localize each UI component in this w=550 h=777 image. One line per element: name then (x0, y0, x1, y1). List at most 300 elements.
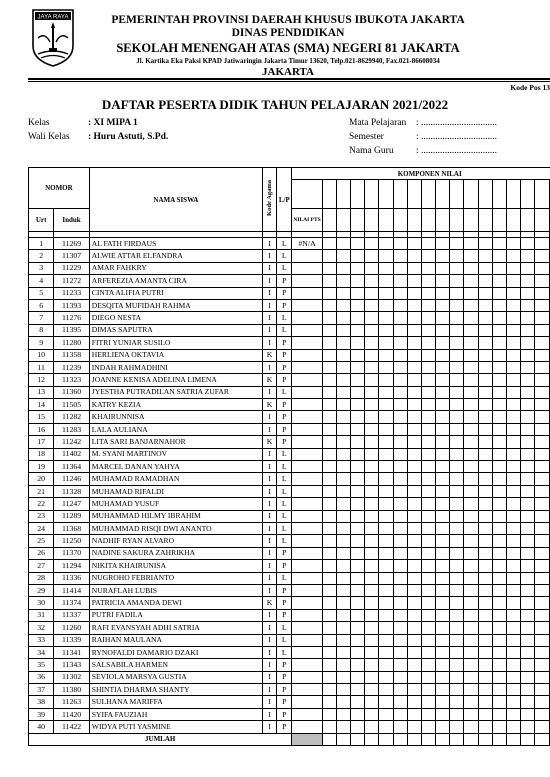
grade-cell[interactable] (450, 361, 464, 373)
grade-cell[interactable] (478, 560, 492, 572)
grade-cell[interactable] (336, 349, 350, 361)
grade-cell[interactable] (365, 522, 379, 534)
nilai-pts-cell[interactable] (292, 324, 322, 336)
grade-cell[interactable] (407, 448, 421, 460)
grade-cell[interactable] (478, 498, 492, 510)
grade-cell[interactable] (464, 646, 478, 658)
grade-cell[interactable] (365, 436, 379, 448)
grade-cell[interactable] (351, 299, 365, 311)
grade-cell[interactable] (492, 560, 506, 572)
grade-cell[interactable] (336, 634, 350, 646)
grade-cell[interactable] (450, 473, 464, 485)
grade-cell[interactable] (351, 634, 365, 646)
grade-cell[interactable] (464, 634, 478, 646)
grade-cell[interactable] (521, 299, 535, 311)
nilai-pts-cell[interactable] (292, 622, 322, 634)
grade-cell[interactable] (492, 448, 506, 460)
grade-cell[interactable] (436, 299, 450, 311)
grade-cell[interactable] (393, 275, 407, 287)
grade-cell[interactable] (407, 498, 421, 510)
grade-cell[interactable] (436, 337, 450, 349)
grade-cell[interactable] (351, 436, 365, 448)
nilai-pts-cell[interactable] (292, 522, 322, 534)
grade-cell[interactable] (407, 597, 421, 609)
grade-cell[interactable] (421, 250, 435, 262)
grade-cell[interactable] (478, 721, 492, 733)
grade-cell[interactable] (535, 374, 549, 386)
grade-cell[interactable] (478, 386, 492, 398)
grade-cell[interactable] (322, 646, 336, 658)
grade-cell[interactable] (336, 572, 350, 584)
grade-cell[interactable] (535, 485, 549, 497)
grade-cell[interactable] (336, 498, 350, 510)
grade-cell[interactable] (492, 250, 506, 262)
grade-cell[interactable] (379, 708, 393, 720)
grade-cell[interactable] (351, 423, 365, 435)
grade-cell[interactable] (379, 498, 393, 510)
grade-cell[interactable] (436, 671, 450, 683)
grade-cell[interactable] (407, 275, 421, 287)
grade-cell[interactable] (464, 597, 478, 609)
grade-cell[interactable] (492, 597, 506, 609)
grade-cell[interactable] (478, 609, 492, 621)
grade-cell[interactable] (421, 684, 435, 696)
grade-cell[interactable] (464, 312, 478, 324)
grade-cell[interactable] (478, 312, 492, 324)
grade-cell[interactable] (436, 411, 450, 423)
grade-cell[interactable] (521, 659, 535, 671)
grade-cell[interactable] (521, 386, 535, 398)
grade-cell[interactable] (393, 374, 407, 386)
grade-cell[interactable] (421, 659, 435, 671)
nilai-pts-cell[interactable] (292, 361, 322, 373)
grade-cell[interactable] (521, 275, 535, 287)
grade-cell[interactable] (535, 411, 549, 423)
grade-cell[interactable] (521, 423, 535, 435)
grade-cell[interactable] (436, 560, 450, 572)
grade-cell[interactable] (336, 510, 350, 522)
grade-cell[interactable] (492, 572, 506, 584)
grade-cell[interactable] (407, 238, 421, 250)
grade-cell[interactable] (436, 361, 450, 373)
grade-cell[interactable] (351, 572, 365, 584)
grade-cell[interactable] (407, 572, 421, 584)
grade-cell[interactable] (421, 448, 435, 460)
grade-cell[interactable] (379, 399, 393, 411)
grade-cell[interactable] (379, 423, 393, 435)
grade-cell[interactable] (464, 349, 478, 361)
grade-cell[interactable] (351, 473, 365, 485)
grade-cell[interactable] (421, 547, 435, 559)
grade-cell[interactable] (450, 324, 464, 336)
grade-cell[interactable] (464, 609, 478, 621)
grade-cell[interactable] (450, 349, 464, 361)
grade-cell[interactable] (507, 560, 521, 572)
grade-cell[interactable] (351, 659, 365, 671)
grade-cell[interactable] (535, 361, 549, 373)
grade-cell[interactable] (492, 312, 506, 324)
grade-cell[interactable] (450, 646, 464, 658)
grade-cell[interactable] (478, 448, 492, 460)
nilai-pts-cell[interactable] (292, 262, 322, 274)
grade-cell[interactable] (393, 510, 407, 522)
grade-cell[interactable] (393, 535, 407, 547)
grade-cell[interactable] (421, 498, 435, 510)
grade-cell[interactable] (436, 436, 450, 448)
grade-cell[interactable] (492, 436, 506, 448)
grade-cell[interactable] (351, 498, 365, 510)
grade-cell[interactable] (407, 535, 421, 547)
grade-cell[interactable] (478, 299, 492, 311)
grade-cell[interactable] (535, 461, 549, 473)
grade-cell[interactable] (507, 386, 521, 398)
grade-cell[interactable] (436, 721, 450, 733)
grade-cell[interactable] (478, 361, 492, 373)
grade-cell[interactable] (507, 423, 521, 435)
grade-cell[interactable] (478, 622, 492, 634)
grade-cell[interactable] (535, 597, 549, 609)
grade-cell[interactable] (393, 622, 407, 634)
grade-cell[interactable] (393, 448, 407, 460)
grade-cell[interactable] (436, 461, 450, 473)
grade-cell[interactable] (407, 584, 421, 596)
grade-cell[interactable] (336, 262, 350, 274)
grade-cell[interactable] (535, 547, 549, 559)
grade-cell[interactable] (464, 238, 478, 250)
grade-cell[interactable] (322, 337, 336, 349)
grade-cell[interactable] (464, 299, 478, 311)
grade-cell[interactable] (492, 485, 506, 497)
grade-cell[interactable] (365, 659, 379, 671)
grade-cell[interactable] (464, 423, 478, 435)
grade-cell[interactable] (450, 337, 464, 349)
grade-cell[interactable] (521, 399, 535, 411)
grade-cell[interactable] (365, 721, 379, 733)
grade-cell[interactable] (478, 250, 492, 262)
grade-cell[interactable] (436, 238, 450, 250)
grade-cell[interactable] (393, 609, 407, 621)
grade-cell[interactable] (421, 634, 435, 646)
nilai-pts-cell[interactable] (292, 547, 322, 559)
nilai-pts-cell[interactable] (292, 461, 322, 473)
grade-cell[interactable] (365, 684, 379, 696)
grade-cell[interactable] (365, 560, 379, 572)
grade-cell[interactable] (393, 299, 407, 311)
grade-cell[interactable] (379, 238, 393, 250)
grade-cell[interactable] (393, 696, 407, 708)
nilai-pts-cell[interactable] (292, 275, 322, 287)
grade-cell[interactable] (450, 634, 464, 646)
grade-cell[interactable] (351, 312, 365, 324)
grade-cell[interactable] (436, 522, 450, 534)
grade-cell[interactable] (521, 461, 535, 473)
grade-cell[interactable] (464, 287, 478, 299)
grade-cell[interactable] (322, 423, 336, 435)
grade-cell[interactable] (521, 238, 535, 250)
grade-cell[interactable] (492, 473, 506, 485)
grade-cell[interactable] (450, 671, 464, 683)
grade-cell[interactable] (464, 250, 478, 262)
grade-cell[interactable] (436, 349, 450, 361)
grade-cell[interactable] (492, 622, 506, 634)
grade-cell[interactable] (478, 634, 492, 646)
grade-cell[interactable] (450, 522, 464, 534)
grade-cell[interactable] (492, 510, 506, 522)
grade-cell[interactable] (492, 659, 506, 671)
grade-cell[interactable] (322, 510, 336, 522)
grade-cell[interactable] (421, 399, 435, 411)
grade-cell[interactable] (322, 584, 336, 596)
grade-cell[interactable] (464, 622, 478, 634)
grade-cell[interactable] (336, 238, 350, 250)
grade-cell[interactable] (507, 374, 521, 386)
grade-cell[interactable] (351, 238, 365, 250)
grade-cell[interactable] (535, 386, 549, 398)
grade-cell[interactable] (407, 299, 421, 311)
grade-cell[interactable] (421, 423, 435, 435)
grade-cell[interactable] (393, 708, 407, 720)
grade-cell[interactable] (365, 324, 379, 336)
grade-cell[interactable] (322, 560, 336, 572)
grade-cell[interactable] (322, 721, 336, 733)
grade-cell[interactable] (464, 560, 478, 572)
nilai-pts-cell[interactable] (292, 337, 322, 349)
grade-cell[interactable] (351, 262, 365, 274)
grade-cell[interactable] (336, 485, 350, 497)
grade-cell[interactable] (492, 423, 506, 435)
grade-cell[interactable] (407, 349, 421, 361)
grade-cell[interactable] (365, 349, 379, 361)
grade-cell[interactable] (464, 535, 478, 547)
grade-cell[interactable] (322, 250, 336, 262)
nilai-pts-cell[interactable] (292, 510, 322, 522)
grade-cell[interactable] (322, 684, 336, 696)
grade-cell[interactable] (535, 634, 549, 646)
grade-cell[interactable] (436, 659, 450, 671)
grade-cell[interactable] (365, 634, 379, 646)
grade-cell[interactable] (379, 721, 393, 733)
grade-cell[interactable] (351, 448, 365, 460)
grade-cell[interactable] (492, 386, 506, 398)
grade-cell[interactable] (535, 671, 549, 683)
grade-cell[interactable] (436, 609, 450, 621)
grade-cell[interactable] (322, 671, 336, 683)
grade-cell[interactable] (436, 250, 450, 262)
grade-cell[interactable] (421, 510, 435, 522)
grade-cell[interactable] (507, 634, 521, 646)
grade-cell[interactable] (379, 461, 393, 473)
grade-cell[interactable] (535, 349, 549, 361)
nilai-pts-cell[interactable] (292, 411, 322, 423)
grade-cell[interactable] (464, 361, 478, 373)
grade-cell[interactable] (507, 609, 521, 621)
grade-cell[interactable] (393, 349, 407, 361)
nilai-pts-cell[interactable] (292, 721, 322, 733)
grade-cell[interactable] (365, 361, 379, 373)
grade-cell[interactable] (521, 436, 535, 448)
grade-cell[interactable] (535, 696, 549, 708)
nilai-pts-cell[interactable] (292, 535, 322, 547)
grade-cell[interactable] (393, 572, 407, 584)
grade-cell[interactable] (507, 572, 521, 584)
grade-cell[interactable] (507, 684, 521, 696)
grade-cell[interactable] (379, 622, 393, 634)
grade-cell[interactable] (351, 609, 365, 621)
grade-cell[interactable] (379, 671, 393, 683)
grade-cell[interactable] (521, 584, 535, 596)
grade-cell[interactable] (507, 696, 521, 708)
grade-cell[interactable] (322, 659, 336, 671)
grade-cell[interactable] (407, 262, 421, 274)
grade-cell[interactable] (521, 473, 535, 485)
grade-cell[interactable] (336, 721, 350, 733)
grade-cell[interactable] (436, 485, 450, 497)
grade-cell[interactable] (407, 250, 421, 262)
grade-cell[interactable] (521, 634, 535, 646)
grade-cell[interactable] (507, 597, 521, 609)
grade-cell[interactable] (365, 461, 379, 473)
grade-cell[interactable] (535, 584, 549, 596)
nilai-pts-cell[interactable] (292, 659, 322, 671)
grade-cell[interactable] (521, 671, 535, 683)
grade-cell[interactable] (535, 337, 549, 349)
grade-cell[interactable] (393, 287, 407, 299)
grade-cell[interactable] (507, 399, 521, 411)
grade-cell[interactable] (535, 324, 549, 336)
grade-cell[interactable] (464, 386, 478, 398)
grade-cell[interactable] (450, 436, 464, 448)
grade-cell[interactable] (365, 250, 379, 262)
grade-cell[interactable] (379, 349, 393, 361)
grade-cell[interactable] (351, 485, 365, 497)
grade-cell[interactable] (393, 312, 407, 324)
grade-cell[interactable] (450, 299, 464, 311)
grade-cell[interactable] (535, 399, 549, 411)
grade-cell[interactable] (492, 337, 506, 349)
nilai-pts-cell[interactable] (292, 684, 322, 696)
grade-cell[interactable] (507, 275, 521, 287)
grade-cell[interactable] (478, 671, 492, 683)
grade-cell[interactable] (535, 238, 549, 250)
grade-cell[interactable] (450, 448, 464, 460)
grade-cell[interactable] (464, 708, 478, 720)
grade-cell[interactable] (492, 238, 506, 250)
grade-cell[interactable] (322, 287, 336, 299)
grade-cell[interactable] (393, 411, 407, 423)
grade-cell[interactable] (407, 423, 421, 435)
grade-cell[interactable] (450, 238, 464, 250)
grade-cell[interactable] (478, 510, 492, 522)
grade-cell[interactable] (393, 238, 407, 250)
grade-cell[interactable] (365, 498, 379, 510)
grade-cell[interactable] (421, 522, 435, 534)
grade-cell[interactable] (535, 609, 549, 621)
grade-cell[interactable] (464, 262, 478, 274)
grade-cell[interactable] (450, 708, 464, 720)
grade-cell[interactable] (521, 572, 535, 584)
grade-cell[interactable] (393, 684, 407, 696)
grade-cell[interactable] (507, 547, 521, 559)
grade-cell[interactable] (450, 485, 464, 497)
grade-cell[interactable] (393, 436, 407, 448)
grade-cell[interactable] (365, 399, 379, 411)
grade-cell[interactable] (336, 399, 350, 411)
grade-cell[interactable] (450, 312, 464, 324)
grade-cell[interactable] (421, 560, 435, 572)
grade-cell[interactable] (322, 597, 336, 609)
grade-cell[interactable] (535, 659, 549, 671)
grade-cell[interactable] (521, 361, 535, 373)
grade-cell[interactable] (535, 684, 549, 696)
grade-cell[interactable] (393, 721, 407, 733)
grade-cell[interactable] (421, 609, 435, 621)
grade-cell[interactable] (407, 436, 421, 448)
grade-cell[interactable] (464, 374, 478, 386)
grade-cell[interactable] (336, 473, 350, 485)
grade-cell[interactable] (478, 646, 492, 658)
grade-cell[interactable] (450, 572, 464, 584)
grade-cell[interactable] (351, 684, 365, 696)
grade-cell[interactable] (436, 584, 450, 596)
grade-cell[interactable] (535, 522, 549, 534)
grade-cell[interactable] (336, 671, 350, 683)
grade-cell[interactable] (436, 312, 450, 324)
grade-cell[interactable] (393, 659, 407, 671)
grade-cell[interactable] (351, 535, 365, 547)
grade-cell[interactable] (535, 622, 549, 634)
grade-cell[interactable] (507, 287, 521, 299)
nilai-pts-cell[interactable] (292, 299, 322, 311)
grade-cell[interactable] (407, 374, 421, 386)
grade-cell[interactable] (322, 572, 336, 584)
grade-cell[interactable] (478, 275, 492, 287)
grade-cell[interactable] (521, 646, 535, 658)
grade-cell[interactable] (407, 684, 421, 696)
grade-cell[interactable] (535, 473, 549, 485)
nilai-pts-cell[interactable] (292, 386, 322, 398)
grade-cell[interactable] (336, 361, 350, 373)
grade-cell[interactable] (535, 299, 549, 311)
grade-cell[interactable] (322, 622, 336, 634)
nilai-pts-cell[interactable] (292, 436, 322, 448)
grade-cell[interactable] (535, 287, 549, 299)
grade-cell[interactable] (492, 399, 506, 411)
grade-cell[interactable] (393, 473, 407, 485)
grade-cell[interactable] (351, 547, 365, 559)
grade-cell[interactable] (379, 609, 393, 621)
grade-cell[interactable] (322, 275, 336, 287)
grade-cell[interactable] (464, 337, 478, 349)
grade-cell[interactable] (507, 461, 521, 473)
grade-cell[interactable] (492, 374, 506, 386)
grade-cell[interactable] (336, 708, 350, 720)
grade-cell[interactable] (407, 721, 421, 733)
grade-cell[interactable] (535, 708, 549, 720)
grade-cell[interactable] (322, 485, 336, 497)
grade-cell[interactable] (351, 250, 365, 262)
grade-cell[interactable] (336, 547, 350, 559)
grade-cell[interactable] (393, 485, 407, 497)
grade-cell[interactable] (464, 448, 478, 460)
grade-cell[interactable] (365, 238, 379, 250)
grade-cell[interactable] (436, 374, 450, 386)
grade-cell[interactable] (492, 609, 506, 621)
grade-cell[interactable] (365, 708, 379, 720)
grade-cell[interactable] (365, 510, 379, 522)
grade-cell[interactable] (492, 299, 506, 311)
grade-cell[interactable] (336, 423, 350, 435)
grade-cell[interactable] (379, 572, 393, 584)
